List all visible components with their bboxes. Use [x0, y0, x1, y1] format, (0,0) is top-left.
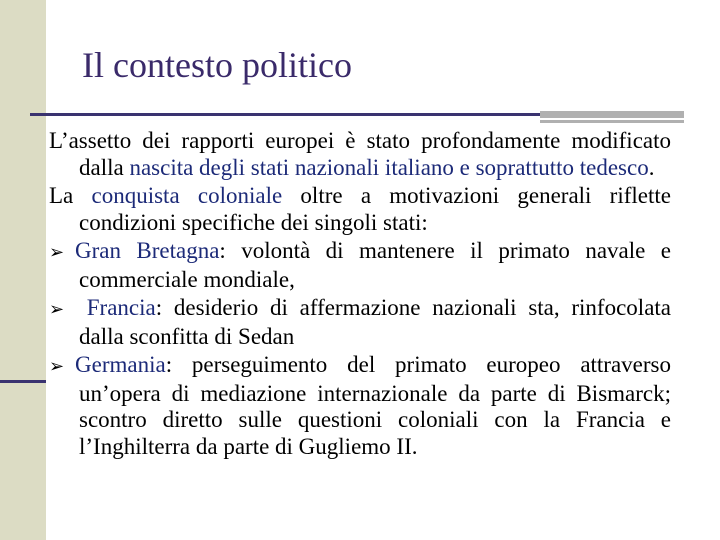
- arrow-bullet-icon: ➢: [49, 299, 65, 320]
- highlight-text: nascita degli stati nazionali italiano e soprattutto tedesco: [129, 154, 649, 180]
- bullet-text: : volontà di mantenere il primato navale e commerciale mondiale,: [79, 238, 671, 292]
- arrow-bullet-icon: ➢: [49, 242, 65, 263]
- title-underline-accent-thin: [540, 120, 684, 123]
- paragraph-assetto: [49, 128, 671, 181]
- paragraph-text: La: [49, 183, 92, 208]
- paragraph-text: L’assetto dei rapporti europei è stato profondamente modificato dalla: [49, 128, 671, 180]
- bullet-francia: [49, 295, 671, 350]
- decorative-sidebar: [0, 0, 46, 540]
- slide-body: [49, 128, 671, 462]
- highlight-text: Francia: [75, 295, 156, 320]
- bullet-text: : perseguimento del primato europeo attraverso un’opera di mediazione internazionale da parte di Bismarck; scontro diretto sulle questioni coloniali con la Francia e l’Inghilterra da parte di Gugliemo II.: [79, 352, 671, 459]
- highlight-text: conquista coloniale: [91, 183, 283, 208]
- highlight-text: Germania: [75, 352, 166, 377]
- arrow-bullet-icon: ➢: [49, 356, 65, 377]
- bullet-germania: [49, 352, 671, 460]
- bullet-text: : desiderio di affermazione nazionali sta, rinfocolata dalla sconfitta di Sedan: [79, 295, 671, 349]
- sidebar-divider: [0, 380, 46, 383]
- slide-title: Il contesto politico: [82, 45, 352, 85]
- title-underline: [30, 113, 540, 116]
- highlight-text: Gran Bretagna: [75, 238, 220, 263]
- bullet-gran-bretagna: [49, 238, 671, 293]
- paragraph-text: .: [648, 154, 655, 180]
- title-underline-accent: [540, 111, 684, 118]
- paragraph-text: oltre a motivazioni generali riflette condizioni specifiche dei singoli stati:: [79, 183, 671, 235]
- paragraph-conquista: [49, 183, 671, 236]
